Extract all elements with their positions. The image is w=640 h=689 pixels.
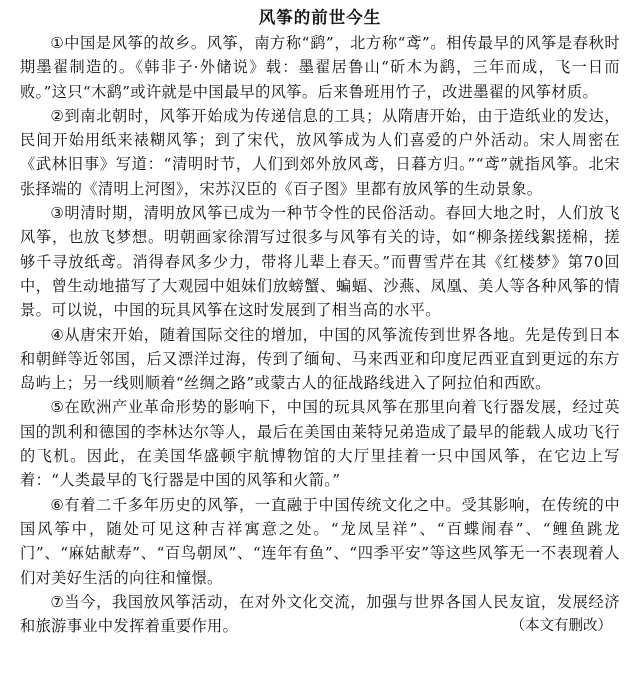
paragraph-number: ⑥	[50, 495, 65, 514]
paragraph-text: 当今，我国放风筝活动，在对外文化交流，加强与世界各国人民友谊，发展经济和旅游事业中发挥着重要作用。	[20, 592, 620, 636]
paragraph-text: 到南北朝时，风筝开始成为传递信息的工具；从隋唐开始，由于造纸业的发达，民间开始用纸来裱糊风筝；到了宋代，放风筝成为人们喜爱的户外活动。宋人周密在《武林旧事》写道：“清明时节，人们到郊外放风鸢，日暮方归。”“鸢”就指风筝。北宋张择端的《清明上河图》，宋苏汉臣的《百子图》里都有放风筝的生动景象。	[20, 106, 620, 198]
article-title: 风筝的前世今生	[258, 8, 382, 27]
paragraph-number: ②	[50, 106, 65, 125]
paragraph-text: 明清时期，清明放风筝已成为一种节令性的民俗活动。春回大地之时，人们放飞风筝，也放飞梦想。明朝画家徐渭写过很多与风筝有关的诗，如“柳条搓线絮搓棉，搓够千寻放纸鸢。消得春风多少力，带将儿辈上春天。”而曹雪芹在其《红楼梦》第70回中，曾生动地描写了大观园中姐妹们放螃蟹、蝙蝠、沙燕、凤凰、美人等各种风筝的情景。可以说，中国的玩具风筝在这时发展到了相当高的水平。	[20, 204, 620, 320]
paragraph-1	[20, 31, 620, 104]
paragraph-6	[20, 493, 620, 590]
paragraph-text: 在欧洲产业革命形势的影响下，中国的玩具风筝在那里向着飞行器发展，经过英国的凯利和德国的李林达尔等人，最后在美国由莱特兄弟造成了最早的能载人成功飞行的飞机。因此，在美国华盛顿宇航博物馆的大厅里挂着一只中国风筝，在它边上写着：“人类最早的飞行器是中国的风筝和火箭。”	[20, 398, 620, 490]
paragraph-number: ①	[50, 34, 65, 52]
paragraph-5	[20, 395, 620, 492]
paragraph-2	[20, 104, 620, 201]
paragraph-text: 从唐宋开始，随着国际交往的增加，中国的风筝流传到世界各地。先是传到日本和朝鲜等近邻国，后又漂洋过海，传到了缅甸、马来西亚和印度尼西亚直到更远的东方岛屿上；另一线则顺着“丝绸之路”或蒙古人的征战路线进入了阿拉伯和西欧。	[20, 325, 620, 393]
paragraph-number: ⑦	[50, 592, 65, 611]
paragraph-text: 中国是风筝的故乡。风筝，南方称“鹞”，北方称“鸢”。相传最早的风筝是春秋时期墨翟制造的。《韩非子·外储说》载：墨翟居鲁山“斫木为鹞，三年而成，飞一日而败。”这只“木鹞”或许就是中国最早的风筝。后来鲁班用竹子，改进墨翟的风筝材质。	[20, 34, 620, 101]
paragraph-text: 有着二千多年历史的风筝，一直融于中国传统文化之中。受其影响，在传统的中国风筝中，随处可见这种吉祥寓意之处。“龙凤呈祥”、“百蝶闹春”、“鲤鱼跳龙门”、“麻姑献寿”、“百鸟朝凤”、“连年有鱼”、“四季平安”等这些风筝无一不表现着人们对美好生活的向往和憧憬。	[20, 495, 620, 587]
paragraph-3	[20, 201, 620, 322]
edit-note: （本文有删改）	[510, 618, 612, 635]
paragraph-4	[20, 323, 620, 396]
paragraph-number: ③	[50, 204, 65, 223]
paragraph-number: ⑤	[50, 398, 65, 417]
paragraph-number: ④	[50, 325, 65, 344]
